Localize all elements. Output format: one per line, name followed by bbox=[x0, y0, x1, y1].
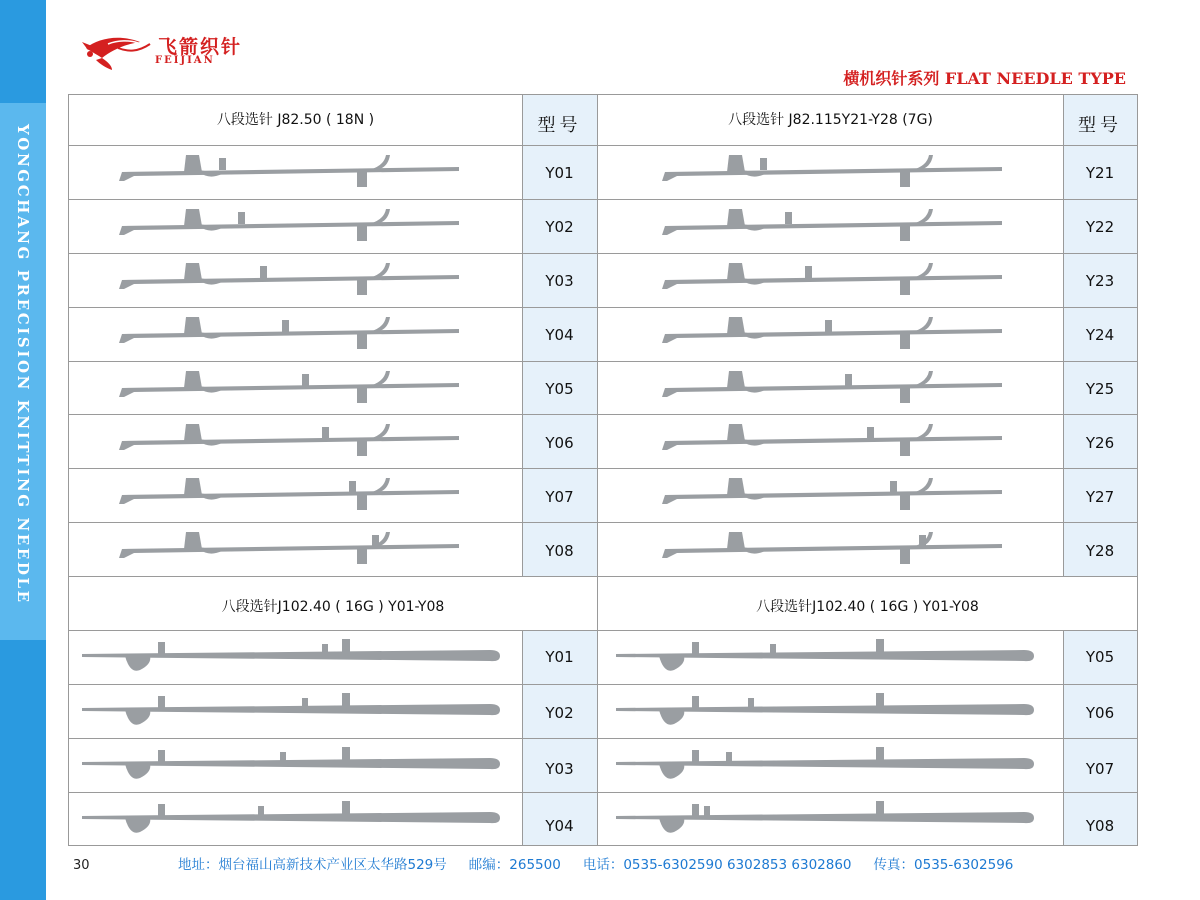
needle-illustration bbox=[657, 204, 1017, 244]
needle-illustration bbox=[614, 744, 1054, 788]
model-code: Y26 bbox=[1085, 434, 1115, 452]
sidebar-bottom-band bbox=[0, 640, 46, 900]
model-header-left: 型号 bbox=[537, 115, 582, 136]
model-code: Y06 bbox=[545, 434, 574, 452]
row-line bbox=[69, 468, 1137, 469]
needle-illustration bbox=[114, 527, 474, 567]
footer-fax: 传真：0535-6302596 bbox=[873, 857, 1014, 873]
row-line bbox=[69, 738, 1137, 739]
brand-name-en: FEIJIAN bbox=[155, 55, 215, 66]
model-code: Y21 bbox=[1085, 164, 1115, 182]
needle-illustration bbox=[114, 258, 474, 298]
model-code: Y08 bbox=[545, 542, 574, 560]
needle-illustration bbox=[80, 798, 520, 842]
model-code: Y03 bbox=[545, 760, 574, 778]
model-code: Y07 bbox=[1085, 760, 1115, 778]
sidebar-top-band bbox=[0, 0, 46, 103]
row-line bbox=[69, 145, 1137, 146]
row-line bbox=[69, 522, 1137, 523]
row-line bbox=[69, 576, 1137, 577]
model-code: Y04 bbox=[545, 326, 574, 344]
model-code: Y28 bbox=[1085, 542, 1115, 560]
brand-logo bbox=[78, 28, 248, 72]
model-code: Y02 bbox=[545, 704, 574, 722]
page-heading: 横机织针系列 FLAT NEEDLE TYPE bbox=[843, 69, 1126, 88]
footer-address: 地址：烟台福山高新技术产业区太华路529号 bbox=[178, 857, 447, 873]
rocket-logo-icon bbox=[78, 28, 156, 72]
model-header-right: 型号 bbox=[1078, 115, 1122, 136]
model-code: Y25 bbox=[1085, 380, 1115, 398]
section1-left-title: 八段选针 J82.50 ( 18N ) bbox=[216, 112, 375, 128]
model-code: Y22 bbox=[1085, 218, 1115, 236]
model-code: Y04 bbox=[545, 817, 574, 835]
needle-illustration bbox=[614, 798, 1054, 842]
needle-illustration bbox=[657, 366, 1017, 406]
model-code: Y03 bbox=[545, 272, 574, 290]
needle-illustration bbox=[114, 150, 474, 190]
section1-right-title: 八段选针 J82.115Y21-Y28 (7G) bbox=[728, 112, 933, 128]
needle-illustration bbox=[114, 366, 474, 406]
needle-illustration bbox=[657, 312, 1017, 352]
row-line bbox=[69, 199, 1137, 200]
model-code: Y01 bbox=[545, 648, 574, 666]
needle-illustration bbox=[80, 636, 520, 680]
sidebar bbox=[0, 0, 46, 900]
needle-illustration bbox=[657, 419, 1017, 459]
center-divider bbox=[597, 95, 598, 845]
model-code: Y08 bbox=[1085, 817, 1115, 835]
row-line bbox=[69, 253, 1137, 254]
page-number: 30 bbox=[73, 858, 90, 873]
needle-illustration bbox=[657, 527, 1017, 567]
model-code: Y02 bbox=[545, 218, 574, 236]
section2-left-title: 八段选针J102.40 ( 16G ) Y01-Y08 bbox=[221, 599, 445, 615]
model-code: Y27 bbox=[1085, 488, 1115, 506]
row-line bbox=[69, 684, 1137, 685]
needle-illustration bbox=[114, 473, 474, 513]
row-line bbox=[69, 792, 1137, 793]
needle-illustration bbox=[114, 204, 474, 244]
brand-name-cn: 飞箭织针 bbox=[158, 36, 243, 58]
model-code: Y06 bbox=[1085, 704, 1115, 722]
needle-illustration bbox=[657, 473, 1017, 513]
row-line bbox=[69, 307, 1137, 308]
needle-illustration bbox=[614, 636, 1054, 680]
needle-illustration bbox=[114, 419, 474, 459]
needle-illustration bbox=[114, 312, 474, 352]
needle-illustration bbox=[614, 690, 1054, 734]
row-line bbox=[69, 361, 1137, 362]
model-code: Y05 bbox=[545, 380, 574, 398]
footer-phone: 电话：0535-6302590 6302853 6302860 bbox=[582, 857, 852, 873]
sidebar-vertical-text: YONGCHANG PRECISION KNITTING NEEDLE bbox=[14, 124, 32, 605]
needle-illustration bbox=[80, 690, 520, 734]
needle-illustration bbox=[657, 258, 1017, 298]
model-code: Y07 bbox=[545, 488, 574, 506]
model-code: Y24 bbox=[1085, 326, 1115, 344]
needle-illustration bbox=[80, 744, 520, 788]
model-code: Y23 bbox=[1085, 272, 1115, 290]
footer-postcode: 邮编：265500 bbox=[468, 857, 561, 873]
footer-contact bbox=[178, 853, 1035, 873]
needle-illustration bbox=[657, 150, 1017, 190]
model-code: Y01 bbox=[545, 164, 574, 182]
row-line bbox=[69, 414, 1137, 415]
row-line bbox=[69, 630, 1137, 631]
section2-right-title: 八段选针J102.40 ( 16G ) Y01-Y08 bbox=[756, 599, 979, 615]
model-code: Y05 bbox=[1085, 648, 1115, 666]
